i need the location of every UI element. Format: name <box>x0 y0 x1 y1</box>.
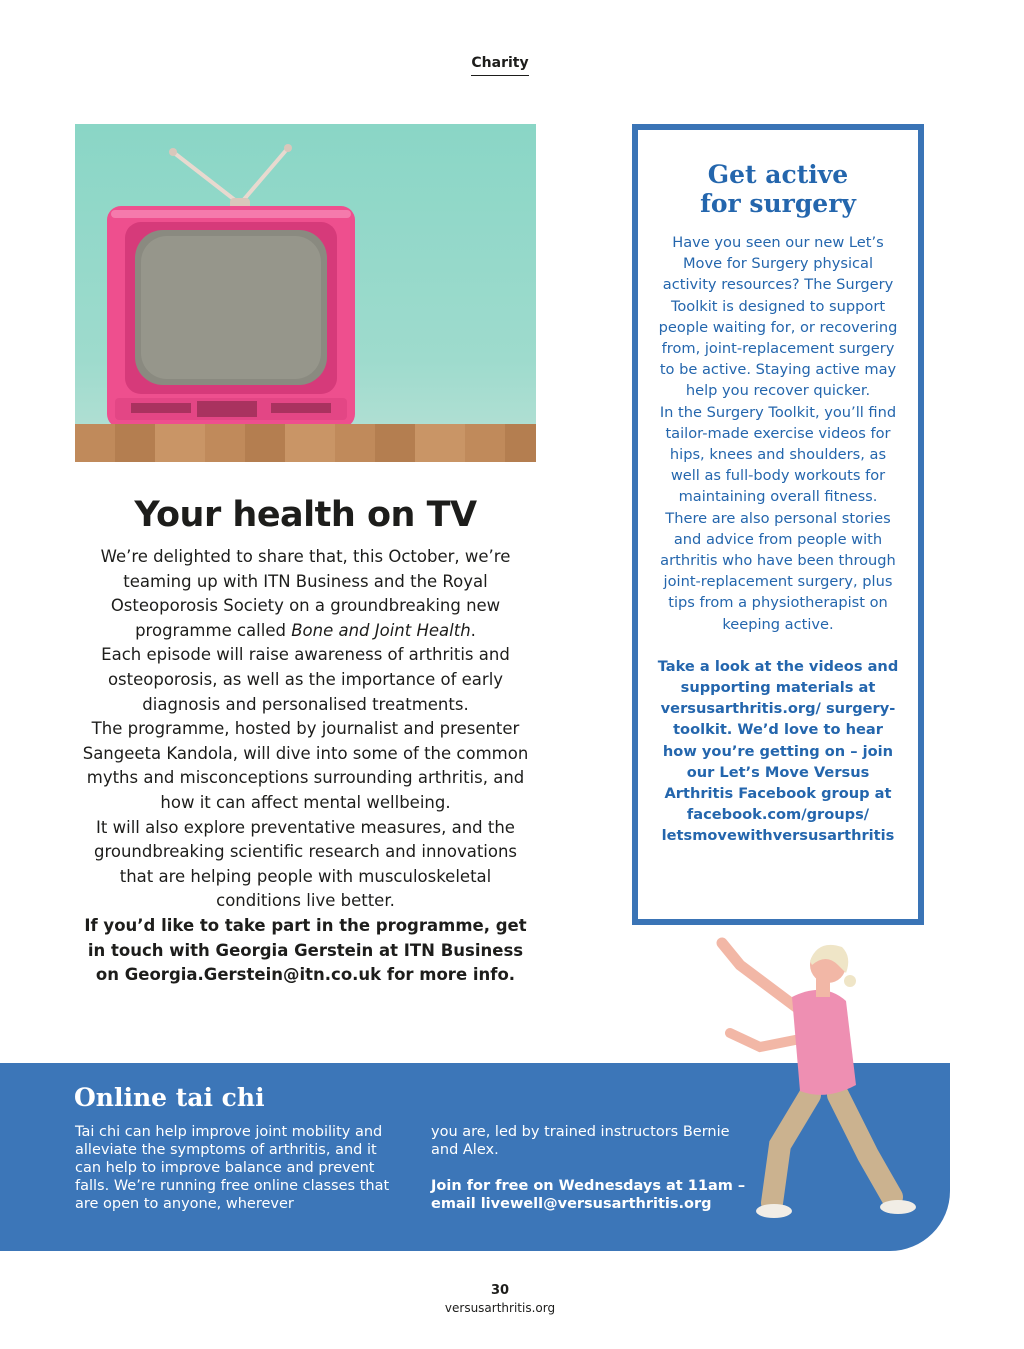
article-call-to-action: If you’d like to take part in the programme, get in touch with Georgia Gerstein at ITN Business on Georgia.Gerstein@itn.co.uk for more info. <box>84 915 527 985</box>
article-para1-end: . <box>470 620 476 640</box>
section-label-text: Charity <box>471 55 528 76</box>
tv-article <box>75 495 536 988</box>
tai-chi-title: Online tai chi <box>74 1083 265 1112</box>
tai-chi-figure-illustration <box>700 935 920 1225</box>
article-title: Your health on TV <box>134 495 477 535</box>
tai-chi-call-to-action: Join for free on Wednesdays at 11am – email livewell@versusarthritis.org <box>431 1178 746 1212</box>
surgery-call-to-action: Take a look at the videos and supporting materials at versusarthritis.org/ surgery-toolkit. We’d love to hear how you’re getting on – join our Let’s Move Versus Arthritis Facebook group at facebook.com/groups/ letsmovewithversusarthritis <box>657 657 899 845</box>
surgery-box-title <box>656 160 900 218</box>
surgery-box <box>632 124 924 925</box>
footer-website: versusarthritis.org <box>444 1301 556 1315</box>
article-paragraph: Each episode will raise awareness of arthritis and osteoporosis, as well as the importance of early diagnosis and personalised treatments. <box>101 645 510 714</box>
surgery-title-line1: Get active <box>707 160 849 189</box>
programme-name: Bone and Joint Health <box>291 620 471 640</box>
surgery-paragraph: In the Surgery Toolkit, you’ll find tailor-made exercise videos for hips, knees and shoulders, as well as full-body workouts for maintaining overall fitness. There are also personal stories and advice from people with arthritis who have been through joint-replacement surgery, plus tips from a physiotherapist on keeping active. <box>659 403 897 633</box>
tv-illustration <box>75 124 536 462</box>
article-paragraph: It will also explore preventative measures, and the groundbreaking scientific research and innovations that are helping people with musculoskeletal conditions live better. <box>93 817 518 911</box>
tai-chi-column-2-text: you are, led by trained instructors Bernie and Alex. <box>431 1124 730 1158</box>
tai-chi-column-1: Tai chi can help improve joint mobility and alleviate the symptoms of arthritis, and it can help to improve balance and prevent falls. We’re running free online classes that are open to anyone, wherever <box>75 1124 390 1212</box>
wooden-floor <box>75 424 536 462</box>
section-label <box>0 55 1000 76</box>
article-para1-text: We’re delighted to share that, this October, we’re teaming up with ITN Business and the Royal Osteoporosis Society on a groundbreaking new programme called <box>100 547 511 640</box>
page-number: 30 <box>490 1283 510 1298</box>
surgery-title-line2: for surgery <box>700 189 856 218</box>
article-paragraph <box>75 545 536 643</box>
retro-tv-photo <box>75 124 536 462</box>
page-footer <box>0 1283 1000 1315</box>
article-paragraph: The programme, hosted by journalist and presenter Sangeeta Kandola, will dive into some of the common myths and misconceptions surrounding arthritis, and how it can affect mental wellbeing. <box>82 719 529 812</box>
surgery-paragraph: Have you seen our new Let’s Move for Surgery physical activity resources? The Surgery Toolkit is designed to support people waiting for, or recovering from, joint-replacement surgery to be active. Staying active may help you recover quicker. <box>658 234 898 400</box>
